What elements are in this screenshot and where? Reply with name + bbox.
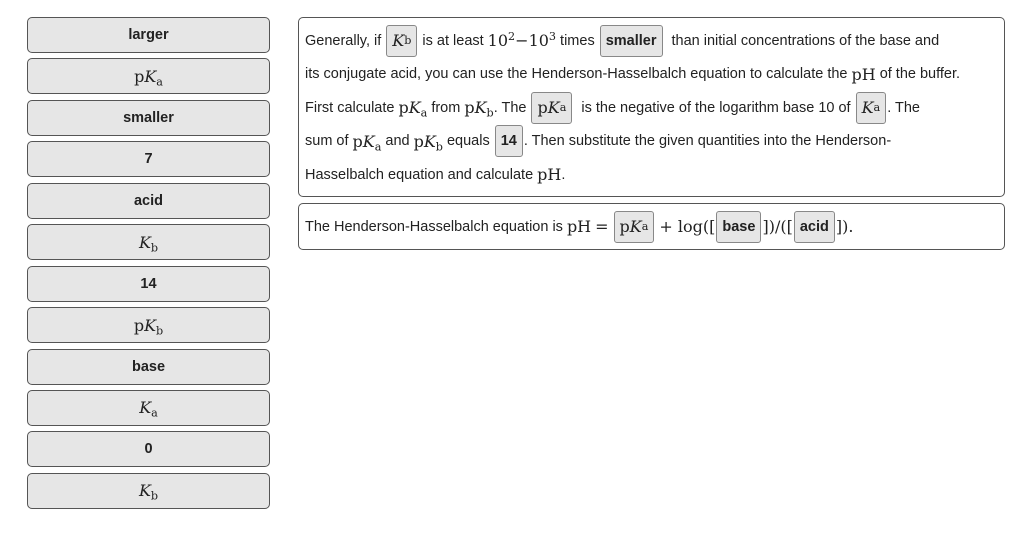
pkb-symbol: $pK_b$ [464,98,494,120]
line-1 [305,24,1004,58]
text: than initial concentrations of the base and [671,32,940,49]
tile-smaller[interactable] [27,100,270,136]
text: from [431,99,461,116]
tile-kb-2[interactable] [27,473,270,509]
line-3 [305,91,1004,125]
pka-symbol: $pK_a$ [352,131,382,154]
tile-larger[interactable] [27,17,270,53]
explanation-panel [298,17,1005,197]
drop-slot-ka[interactable]: K a [856,92,887,124]
drop-slot-14[interactable]: 14 [495,125,523,157]
tile-acid[interactable] [27,183,270,219]
text: is at least [422,32,484,49]
drop-slot-base[interactable]: base [716,211,761,243]
text: is the negative of the logarithm base 10 of [581,99,851,116]
text: equals [446,133,490,150]
tile-label: $pK_b$ [133,315,164,337]
tile-14[interactable] [27,266,270,302]
text: . [561,166,566,183]
text: . Then substitute the given quantities into the Henderson- [523,133,892,150]
drop-slot-pka[interactable]: p K a [531,92,572,124]
tile-base[interactable] [27,349,270,385]
drop-slot-kb[interactable]: K b [386,25,417,57]
line-4 [305,125,1004,159]
equation-line [305,210,853,244]
text: Generally, if [305,32,382,49]
drop-slot-acid[interactable]: acid [794,211,835,243]
text: The Henderson-Hasselbalch equation is [305,218,563,235]
tile-label: $pK_a$ [134,66,163,89]
answer-bank [27,17,270,514]
text: sum of [305,133,349,150]
text: of the buffer. [879,66,961,83]
text: . The [493,99,527,116]
text: First calculate [305,99,395,116]
range-expression: $10^2-10^3$ [487,30,557,51]
tile-label: $K_b$ [138,481,159,503]
tile-label: 7 [144,151,153,168]
ph-symbol: pH [851,64,876,84]
tile-label: larger [128,27,169,43]
text: its conjugate acid, you can use the Henderson-Hasselbalch equation to calculate the [305,66,848,83]
drop-slot-pka-eq[interactable]: p K a [614,211,655,243]
pkb-symbol: $pK_b$ [413,131,443,154]
text: and [385,133,410,150]
equation-panel [298,203,1005,250]
tile-label: 14 [140,275,157,292]
tile-label: acid [133,192,163,209]
close-text: ]). [835,217,854,236]
line-2 [305,58,1004,92]
tile-7[interactable] [27,141,270,177]
text: times [560,32,595,49]
equals-sign: = [595,217,609,236]
tile-0[interactable] [27,431,270,467]
tile-pka[interactable] [27,58,270,94]
log-text: + log([ [659,217,716,236]
tile-ka[interactable] [27,390,270,426]
text: . The [887,99,920,116]
tile-label: $K_b$ [138,232,159,255]
text: Hasselbalch equation and calculate [305,166,534,183]
tile-kb[interactable] [27,224,270,260]
tile-pkb[interactable] [27,307,270,343]
ph-symbol: pH [537,165,562,185]
pka-symbol: $pK_a$ [398,98,428,120]
fraction-text: ])/([ [762,217,793,236]
ph-symbol: pH [566,217,592,236]
tile-label: smaller [123,109,174,126]
line-5 [305,158,1004,192]
drop-slot-smaller[interactable]: smaller [600,25,663,57]
tile-label: $K_a$ [139,398,158,420]
tile-label: base [131,358,166,375]
tile-label: 0 [144,441,153,458]
